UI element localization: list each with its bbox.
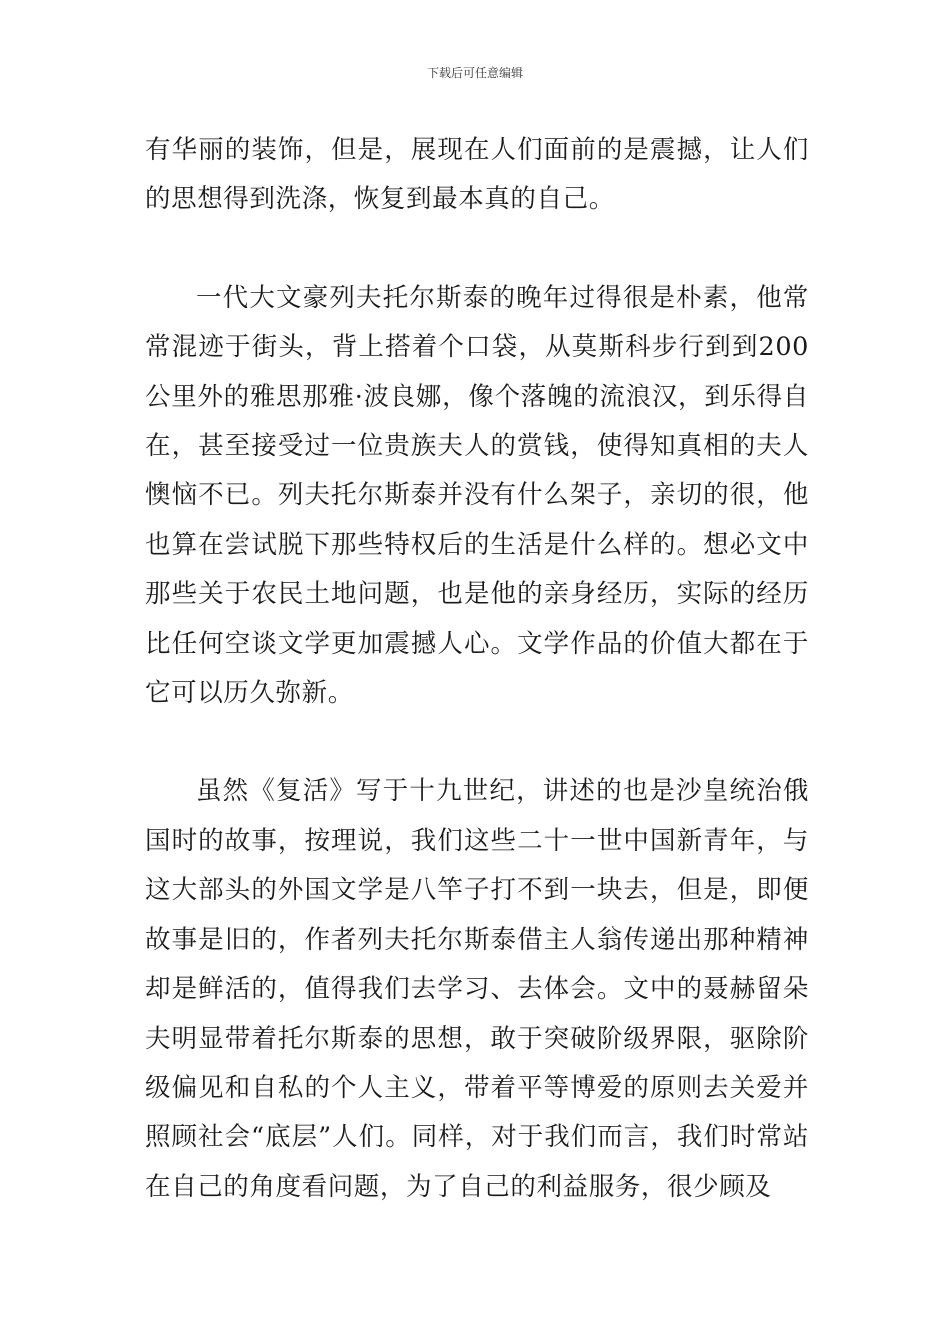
- paragraph-spacer: [145, 225, 809, 274]
- paragraph-resurrection: 虽然《复活》写于十九世纪，讲述的也是沙皇统治俄国时的故事，按理说，我们这些二十一世中国新青年，与这大部头的外国文学是八竿子打不到一块去，但是，即便故事是旧的，作者列夫托尔斯泰借主人翁传递出那种精神却是鲜活的，值得我们去学习、去体会。文中的聂赫留朵夫明显带着托尔斯泰的思想，敢于突破阶级界限，驱除阶级偏见和自私的个人主义，带着平等博爱的原则去关爱并照顾社会“底层”人们。同样，对于我们而言，我们时常站在自己的角度看问题，为了自己的利益服务，很少顾及: [145, 776, 809, 1202]
- document-body: [145, 126, 809, 1212]
- paragraph-spacer: [145, 718, 809, 767]
- paragraph-continuation: 有华丽的装饰，但是，展现在人们面前的是震撼，让人们的思想得到洗涤，恢复到最本真的自己。: [145, 135, 809, 215]
- page-header: 下载后可任意编辑: [426, 66, 523, 80]
- paragraph-tolstoy-later-years: 一代大文豪列夫托尔斯泰的晚年过得很是朴素，他常常混迹于街头，背上搭着个口袋，从莫斯科步行到到200公里外的雅思那雅·波良娜，像个落魄的流浪汉，到乐得自在，甚至接受过一位贵族夫人的赏钱，使得知真相的夫人懊恼不已。列夫托尔斯泰并没有什么架子，亲切的很，他也算在尝试脱下那些特权后的生活是什么样的。想必文中那些关于农民土地问题，也是他的亲身经历，实际的经历比任何空谈文学更加震撼人心。文学作品的价值大都在于它可以历久弥新。: [145, 282, 809, 709]
